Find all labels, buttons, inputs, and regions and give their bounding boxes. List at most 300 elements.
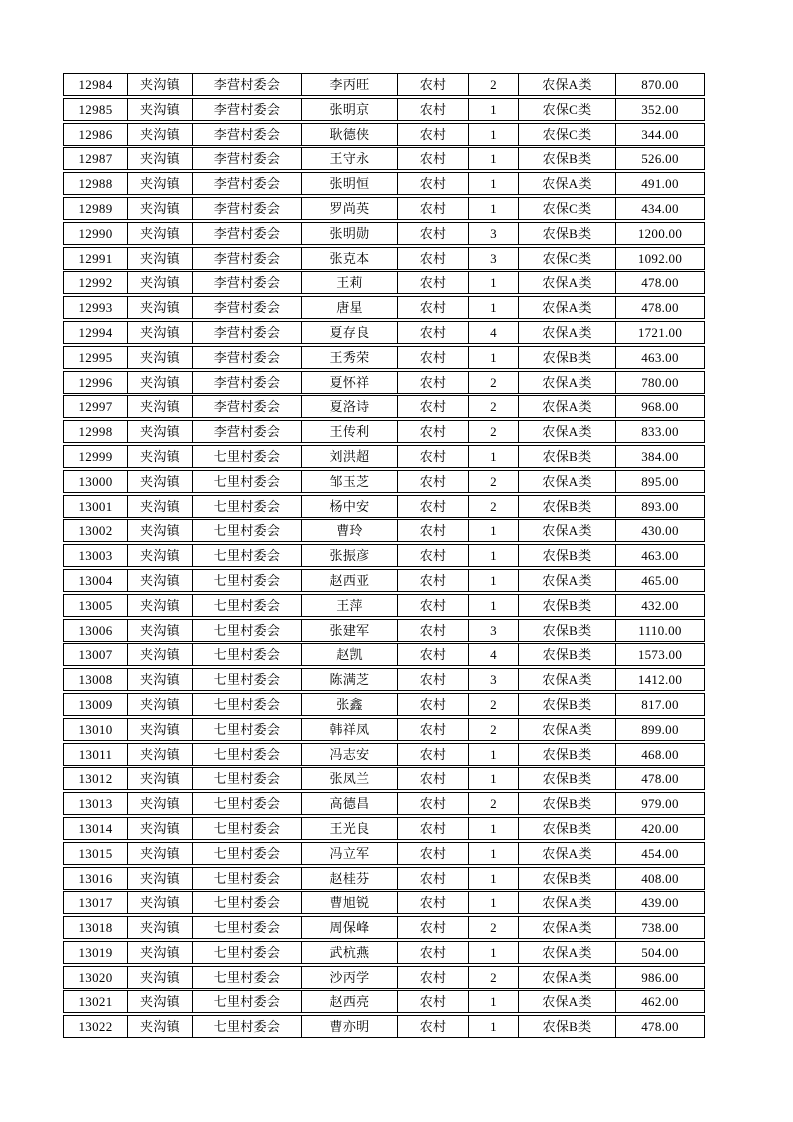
cell-person-count: 1 [469,347,519,368]
cell-record-id: 13017 [64,892,128,913]
cell-person-count: 2 [469,74,519,95]
cell-village-committee: 七里村委会 [193,595,302,616]
cell-person-name: 张凤兰 [302,768,398,789]
cell-record-id: 12985 [64,99,128,120]
cell-residence-type: 农村 [398,124,469,145]
cell-residence-type: 农村 [398,694,469,715]
cell-person-count: 2 [469,917,519,938]
cell-village-committee: 七里村委会 [193,843,302,864]
cell-person-count: 2 [469,694,519,715]
cell-record-id: 12987 [64,148,128,169]
cell-person-count: 2 [469,719,519,740]
cell-amount: 1092.00 [637,250,683,266]
cell-town: 夹沟镇 [128,694,193,715]
cell-insurance-category: 农保A类 [519,372,616,393]
cell-person-count: 1 [469,148,519,169]
cell-town: 夹沟镇 [128,272,193,293]
cell-insurance-category: 农保B类 [519,768,616,789]
cell-insurance-category: 农保B类 [519,496,616,517]
cell-person-count: 1 [469,99,519,120]
cell-person-name: 王秀荣 [302,347,398,368]
table-row [63,817,705,840]
cell-town: 夹沟镇 [128,173,193,194]
cell-record-id: 12998 [64,421,128,442]
cell-village-committee: 李营村委会 [193,223,302,244]
cell-amount: 384.00 [641,448,679,464]
cell-village-committee: 七里村委会 [193,520,302,541]
cell-record-id: 13006 [64,620,128,641]
cell-person-count: 2 [469,372,519,393]
cell-record-id: 12994 [64,322,128,343]
cell-person-count: 4 [469,322,519,343]
cell-person-count: 1 [469,868,519,889]
cell-town: 夹沟镇 [128,99,193,120]
cell-person-count: 3 [469,223,519,244]
cell-record-id: 12996 [64,372,128,393]
cell-amount: 454.00 [641,845,679,861]
cell-person-name: 赵凯 [302,644,398,665]
cell-residence-type: 农村 [398,446,469,467]
cell-amount: 439.00 [641,895,679,911]
cell-record-id: 12993 [64,297,128,318]
table-row [63,197,705,220]
table-row [63,767,705,790]
cell-record-id: 12991 [64,248,128,269]
cell-residence-type: 农村 [398,297,469,318]
cell-village-committee: 七里村委会 [193,496,302,517]
cell-village-committee: 七里村委会 [193,818,302,839]
cell-record-id: 13015 [64,843,128,864]
cell-record-id: 12999 [64,446,128,467]
cell-amount: 465.00 [641,572,679,588]
cell-village-committee: 七里村委会 [193,868,302,889]
cell-amount: 1110.00 [638,622,682,638]
table-row [63,519,705,542]
cell-insurance-category: 农保A类 [519,991,616,1012]
cell-town: 夹沟镇 [128,545,193,566]
cell-residence-type: 农村 [398,421,469,442]
cell-amount: 1200.00 [637,225,683,241]
table-row [63,247,705,270]
cell-person-name: 夏怀祥 [302,372,398,393]
cell-town: 夹沟镇 [128,520,193,541]
cell-person-count: 1 [469,272,519,293]
cell-person-count: 2 [469,496,519,517]
cell-record-id: 12984 [64,74,128,95]
cell-amount: 344.00 [641,126,679,142]
cell-person-count: 1 [469,843,519,864]
cell-residence-type: 农村 [398,396,469,417]
cell-village-committee: 七里村委会 [193,892,302,913]
cell-record-id: 13013 [64,793,128,814]
cell-town: 夹沟镇 [128,967,193,988]
cell-record-id: 13012 [64,768,128,789]
cell-amount: 468.00 [641,746,679,762]
cell-insurance-category: 农保A类 [519,322,616,343]
table-row [63,271,705,294]
table-row [63,990,705,1013]
cell-person-count: 4 [469,644,519,665]
cell-residence-type: 农村 [398,620,469,641]
cell-town: 夹沟镇 [128,1016,193,1037]
cell-insurance-category: 农保C类 [519,99,616,120]
cell-record-id: 12986 [64,124,128,145]
cell-residence-type: 农村 [398,198,469,219]
cell-person-name: 曹旭锐 [302,892,398,913]
cell-town: 夹沟镇 [128,570,193,591]
cell-record-id: 12989 [64,198,128,219]
cell-person-count: 2 [469,421,519,442]
cell-residence-type: 农村 [398,74,469,95]
cell-person-count: 1 [469,768,519,789]
cell-person-count: 1 [469,173,519,194]
cell-town: 夹沟镇 [128,248,193,269]
cell-town: 夹沟镇 [128,595,193,616]
cell-village-committee: 七里村委会 [193,768,302,789]
cell-amount: 478.00 [641,771,679,787]
table-row [63,693,705,716]
cell-village-committee: 七里村委会 [193,545,302,566]
cell-record-id: 12988 [64,173,128,194]
cell-residence-type: 农村 [398,248,469,269]
cell-insurance-category: 农保A类 [519,173,616,194]
cell-village-committee: 李营村委会 [193,148,302,169]
cell-residence-type: 农村 [398,347,469,368]
cell-village-committee: 李营村委会 [193,74,302,95]
cell-person-name: 张明京 [302,99,398,120]
table-row [63,941,705,964]
cell-insurance-category: 农保B类 [519,818,616,839]
cell-town: 夹沟镇 [128,818,193,839]
table-row [63,346,705,369]
cell-person-count: 1 [469,570,519,591]
cell-town: 夹沟镇 [128,396,193,417]
table-row [63,495,705,518]
table-row [63,172,705,195]
cell-person-name: 陈满芝 [302,669,398,690]
cell-person-name: 赵西亚 [302,570,398,591]
cell-town: 夹沟镇 [128,297,193,318]
cell-village-committee: 李营村委会 [193,272,302,293]
cell-person-count: 3 [469,620,519,641]
cell-amount: 430.00 [641,523,679,539]
records-table [63,73,705,1040]
cell-residence-type: 农村 [398,644,469,665]
cell-residence-type: 农村 [398,322,469,343]
cell-amount: 463.00 [641,349,679,365]
cell-person-name: 韩祥凤 [302,719,398,740]
cell-town: 夹沟镇 [128,620,193,641]
cell-village-committee: 李营村委会 [193,198,302,219]
cell-town: 夹沟镇 [128,868,193,889]
cell-residence-type: 农村 [398,967,469,988]
cell-record-id: 13000 [64,471,128,492]
cell-person-count: 1 [469,446,519,467]
cell-residence-type: 农村 [398,669,469,690]
cell-town: 夹沟镇 [128,471,193,492]
cell-village-committee: 七里村委会 [193,1016,302,1037]
cell-village-committee: 七里村委会 [193,967,302,988]
cell-residence-type: 农村 [398,942,469,963]
cell-person-count: 3 [469,669,519,690]
cell-person-name: 张振彦 [302,545,398,566]
table-row [63,619,705,642]
cell-person-count: 2 [469,471,519,492]
cell-amount: 491.00 [641,176,679,192]
cell-record-id: 12992 [64,272,128,293]
cell-person-name: 冯志安 [302,744,398,765]
table-row [63,445,705,468]
cell-amount: 408.00 [641,870,679,886]
cell-village-committee: 李营村委会 [193,347,302,368]
table-row [63,371,705,394]
cell-village-committee: 七里村委会 [193,644,302,665]
cell-village-committee: 七里村委会 [193,719,302,740]
cell-insurance-category: 农保B类 [519,694,616,715]
table-row [63,123,705,146]
cell-town: 夹沟镇 [128,223,193,244]
cell-person-name: 冯立军 [302,843,398,864]
table-row [63,222,705,245]
cell-residence-type: 农村 [398,148,469,169]
table-row [63,470,705,493]
cell-person-count: 3 [469,248,519,269]
cell-person-count: 1 [469,1016,519,1037]
cell-amount: 478.00 [641,1019,679,1035]
cell-record-id: 13001 [64,496,128,517]
cell-village-committee: 李营村委会 [193,99,302,120]
cell-person-name: 沙丙学 [302,967,398,988]
table-row [63,296,705,319]
cell-amount: 738.00 [641,920,679,936]
cell-residence-type: 农村 [398,868,469,889]
cell-amount: 780.00 [641,374,679,390]
cell-amount: 895.00 [641,473,679,489]
cell-insurance-category: 农保A类 [519,74,616,95]
cell-person-name: 夏洛诗 [302,396,398,417]
cell-record-id: 12990 [64,223,128,244]
cell-record-id: 13002 [64,520,128,541]
cell-person-name: 王莉 [302,272,398,293]
table-row [63,1015,705,1038]
cell-town: 夹沟镇 [128,793,193,814]
cell-insurance-category: 农保A类 [519,719,616,740]
cell-record-id: 13010 [64,719,128,740]
cell-person-name: 王光良 [302,818,398,839]
cell-record-id: 13005 [64,595,128,616]
cell-record-id: 13004 [64,570,128,591]
cell-insurance-category: 农保A类 [519,942,616,963]
cell-amount: 462.00 [641,994,679,1010]
cell-amount: 899.00 [641,721,679,737]
cell-town: 夹沟镇 [128,917,193,938]
cell-town: 夹沟镇 [128,74,193,95]
table-row [63,395,705,418]
cell-amount: 352.00 [641,101,679,117]
cell-residence-type: 农村 [398,520,469,541]
cell-person-name: 赵桂芬 [302,868,398,889]
cell-amount: 979.00 [641,796,679,812]
cell-town: 夹沟镇 [128,372,193,393]
cell-residence-type: 农村 [398,99,469,120]
cell-residence-type: 农村 [398,793,469,814]
cell-town: 夹沟镇 [128,322,193,343]
cell-person-name: 王传利 [302,421,398,442]
cell-residence-type: 农村 [398,595,469,616]
cell-person-name: 曹玲 [302,520,398,541]
cell-record-id: 12997 [64,396,128,417]
cell-record-id: 12995 [64,347,128,368]
cell-record-id: 13018 [64,917,128,938]
cell-record-id: 13011 [64,744,128,765]
cell-amount: 870.00 [641,77,679,92]
cell-insurance-category: 农保C类 [519,248,616,269]
cell-person-name: 高德昌 [302,793,398,814]
cell-village-committee: 七里村委会 [193,917,302,938]
cell-residence-type: 农村 [398,892,469,913]
cell-insurance-category: 农保B类 [519,595,616,616]
cell-person-name: 唐星 [302,297,398,318]
table-row [63,792,705,815]
table-row [63,842,705,865]
cell-residence-type: 农村 [398,744,469,765]
cell-town: 夹沟镇 [128,669,193,690]
cell-person-name: 邹玉芝 [302,471,398,492]
cell-residence-type: 农村 [398,570,469,591]
cell-person-count: 2 [469,793,519,814]
cell-amount: 1573.00 [637,647,683,663]
cell-village-committee: 李营村委会 [193,396,302,417]
cell-amount: 817.00 [641,696,679,712]
cell-record-id: 13014 [64,818,128,839]
cell-person-name: 张明勋 [302,223,398,244]
cell-insurance-category: 农保B类 [519,868,616,889]
cell-amount: 893.00 [641,498,679,514]
cell-record-id: 13019 [64,942,128,963]
table-row [63,594,705,617]
cell-insurance-category: 农保A类 [519,892,616,913]
cell-person-count: 1 [469,744,519,765]
cell-person-count: 1 [469,297,519,318]
cell-amount: 432.00 [641,597,679,613]
cell-insurance-category: 农保B类 [519,347,616,368]
cell-residence-type: 农村 [398,1016,469,1037]
cell-amount: 463.00 [641,548,679,564]
cell-person-name: 夏存良 [302,322,398,343]
cell-person-count: 1 [469,198,519,219]
cell-record-id: 13020 [64,967,128,988]
cell-village-committee: 李营村委会 [193,297,302,318]
cell-person-name: 刘洪超 [302,446,398,467]
cell-person-count: 1 [469,818,519,839]
cell-residence-type: 农村 [398,768,469,789]
cell-insurance-category: 农保C类 [519,198,616,219]
cell-record-id: 13008 [64,669,128,690]
cell-person-count: 2 [469,967,519,988]
cell-town: 夹沟镇 [128,991,193,1012]
cell-record-id: 13022 [64,1016,128,1037]
cell-insurance-category: 农保A类 [519,272,616,293]
cell-village-committee: 七里村委会 [193,446,302,467]
cell-person-name: 周保峰 [302,917,398,938]
cell-village-committee: 七里村委会 [193,669,302,690]
cell-village-committee: 李营村委会 [193,173,302,194]
cell-insurance-category: 农保B类 [519,744,616,765]
cell-person-count: 1 [469,892,519,913]
cell-town: 夹沟镇 [128,148,193,169]
cell-town: 夹沟镇 [128,421,193,442]
cell-village-committee: 七里村委会 [193,570,302,591]
table-row [63,718,705,741]
cell-town: 夹沟镇 [128,496,193,517]
cell-amount: 833.00 [641,424,679,440]
cell-person-name: 张明恒 [302,173,398,194]
cell-person-name: 耿德侠 [302,124,398,145]
cell-residence-type: 农村 [398,991,469,1012]
cell-person-name: 李丙旺 [302,74,398,95]
cell-record-id: 13007 [64,644,128,665]
cell-insurance-category: 农保A类 [519,520,616,541]
cell-record-id: 13021 [64,991,128,1012]
cell-person-count: 2 [469,396,519,417]
cell-record-id: 13016 [64,868,128,889]
cell-insurance-category: 农保B类 [519,644,616,665]
cell-insurance-category: 农保B类 [519,1016,616,1037]
cell-village-committee: 李营村委会 [193,124,302,145]
cell-amount: 1721.00 [637,324,683,340]
cell-person-count: 1 [469,595,519,616]
cell-person-count: 1 [469,942,519,963]
cell-amount: 478.00 [641,275,679,291]
cell-town: 夹沟镇 [128,843,193,864]
cell-village-committee: 李营村委会 [193,322,302,343]
cell-insurance-category: 农保B类 [519,620,616,641]
cell-insurance-category: 农保A类 [519,297,616,318]
table-row [63,569,705,592]
cell-insurance-category: 农保B类 [519,446,616,467]
cell-insurance-category: 农保A类 [519,421,616,442]
cell-amount: 968.00 [641,399,679,415]
table-row [63,668,705,691]
cell-village-committee: 七里村委会 [193,471,302,492]
cell-residence-type: 农村 [398,545,469,566]
cell-insurance-category: 农保B类 [519,545,616,566]
cell-insurance-category: 农保A类 [519,396,616,417]
cell-amount: 986.00 [641,969,679,985]
cell-residence-type: 农村 [398,496,469,517]
cell-person-name: 曹亦明 [302,1016,398,1037]
cell-town: 夹沟镇 [128,446,193,467]
cell-residence-type: 农村 [398,719,469,740]
cell-person-count: 1 [469,520,519,541]
cell-village-committee: 七里村委会 [193,744,302,765]
table-row [63,73,705,96]
table-row [63,891,705,914]
cell-insurance-category: 农保B类 [519,148,616,169]
table-row [63,966,705,989]
table-row [63,321,705,344]
table-row [63,98,705,121]
cell-amount: 478.00 [641,300,679,316]
table-row [63,643,705,666]
cell-person-name: 罗尚英 [302,198,398,219]
cell-village-committee: 七里村委会 [193,793,302,814]
cell-amount: 526.00 [641,151,679,167]
cell-record-id: 13009 [64,694,128,715]
cell-person-count: 1 [469,991,519,1012]
cell-residence-type: 农村 [398,471,469,492]
cell-person-name: 张建军 [302,620,398,641]
